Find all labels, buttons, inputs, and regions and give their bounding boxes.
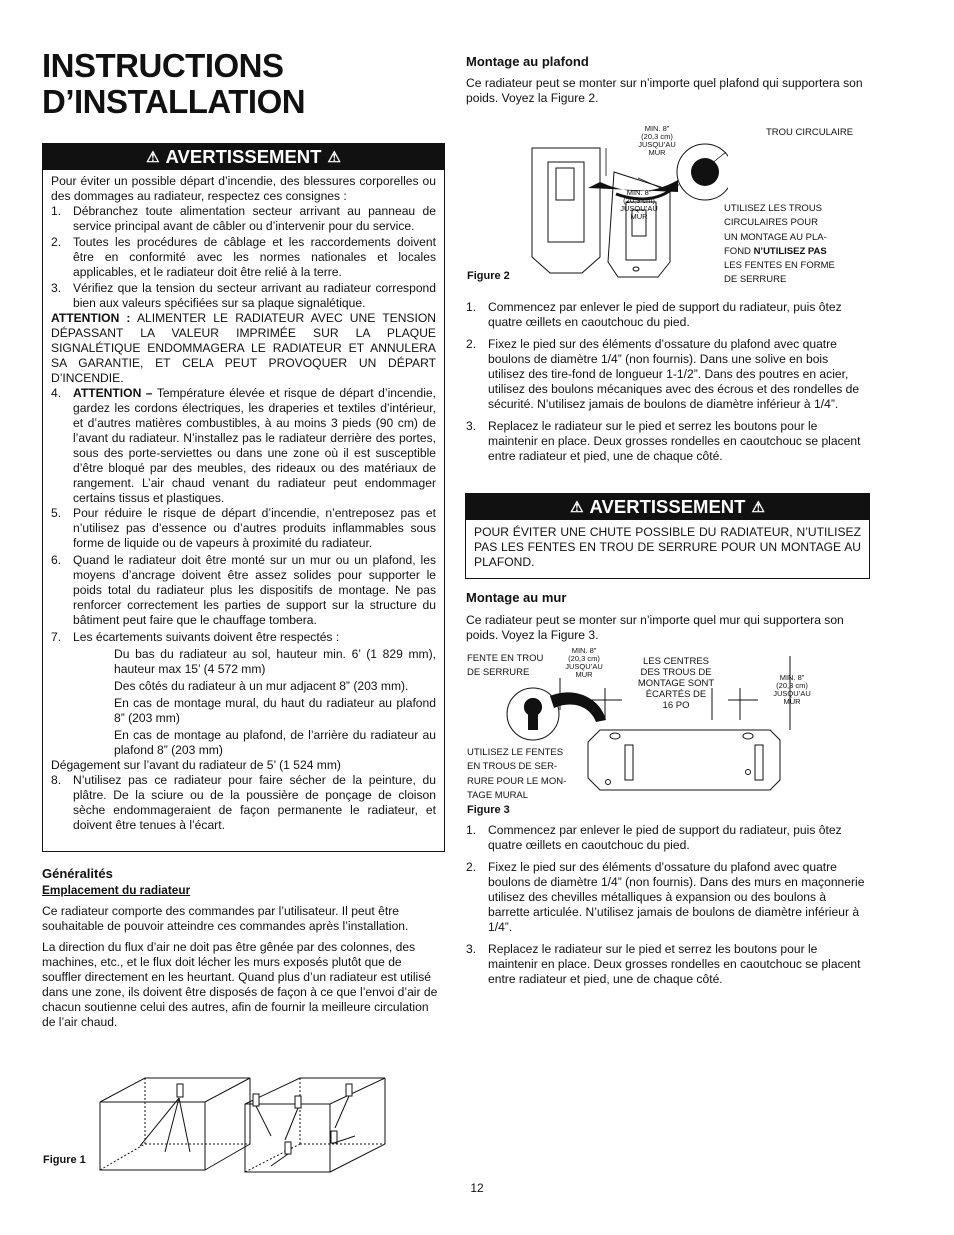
clearance-item: Des côtés du radiateur à un mur adjacent 8” (203 mm). — [114, 679, 409, 693]
list-item: 6. Quand le radiateur doit être monté sur un mur ou un plafond, les moyens d’ancrage doivent être assez solides pour supporter le poids total du radiateur plus les dispositifs de montage. Ne pas renforcer correctement les parties de support sur la structure du bâtiment peut faire que le chauffage tombera. — [51, 553, 436, 627]
fig3-use-slots-note: UTILISEZ LE FENTES EN TROUS DE SER- RURE POUR LE MON- TAGE MURAL — [467, 747, 567, 801]
list-item: 2. Fixez le pied sur des éléments d’ossature du plafond avec quatre boulons de diamètre 1/4” (non fournis). Dans une solive en bois utilisez des tire-fond de longueur 1-1/2”. Dans des poutres en acier, utilisez des boulons mécaniques avec des écrous et des rondelles de sécurité. N’utilisez jamais de boulons de diamètre inférieur à 1/4”. — [466, 337, 860, 411]
general-heading: Généralités — [42, 866, 113, 881]
fig2-round-hole-label: TROU CIRCULAIRE — [766, 127, 854, 138]
list-item: 3. Replacez le radiateur sur le pied et serrez les boutons pour le maintenir en place. Deux grosses rondelles en caoutchouc se placent entre radiateur et pied, une de chaque côté. — [466, 419, 861, 463]
ceiling-section — [466, 54, 868, 106]
general-section — [42, 866, 444, 1030]
wall-intro: Ce radiateur peut se monter sur n’importe quel mur qui supportera son poids. Voyez la Figure 3. — [466, 613, 844, 642]
room-box-1 — [100, 1078, 250, 1170]
title-line-2: D’INSTALLATION — [42, 83, 306, 120]
clearance-list — [51, 647, 436, 758]
fig2-min-side: MIN. 8” (20,3 cm) JUSQU’AU MUR — [620, 188, 658, 221]
figure-3-label: Figure 3 — [467, 804, 510, 816]
ceiling-steps — [466, 300, 868, 464]
warning-box-right — [465, 493, 870, 579]
warning-triangle-icon: ⚠ — [146, 149, 160, 166]
figure-1-diagram — [95, 1074, 390, 1179]
wall-heading: Montage au mur — [466, 590, 567, 605]
wall-section — [466, 590, 868, 643]
wall-steps-list — [466, 823, 868, 987]
warning-list-2 — [51, 506, 436, 645]
room-box-2 — [245, 1078, 385, 1172]
warning-triangle-icon: ⚠ — [570, 499, 584, 516]
page-title — [42, 48, 305, 120]
list-item: 7. Les écartements suivants doivent être respectés : — [51, 630, 340, 644]
warning-triangle-icon: ⚠ — [751, 499, 765, 516]
list-item: 8. N’utilisez pas ce radiateur pour faire sécher de la peinture, du plâtre. De la sciure ou de la poussière de ponçage de cloison sèche endommageraient de façon permanente le radiateur, et doivent être tenues à l’écart. — [51, 773, 436, 832]
ceiling-heading: Montage au plafond — [466, 54, 589, 69]
list-item: 2. Toutes les procédures de câblage et les raccordements doivent être en conformité avec les normes nationales et locales applicables, et le radiateur doit être relié à la terre. — [51, 235, 436, 279]
warning-header — [466, 494, 869, 520]
list-item: 1. Débranchez toute alimentation secteur arrivant au panneau de service principal avant de câbler ou d’intervenir pour du service. — [51, 204, 436, 233]
clearance-item: En cas de montage mural, du haut du radiateur au plafond 8” (203 mm) — [114, 696, 436, 725]
fig3-min-left: MIN. 8” (20,3 cm) JUSQU’AU MUR — [565, 646, 603, 679]
list-item: 3. Vérifiez que la tension du secteur arrivant au radiateur correspond bien aux valeurs spécifiées sur sa plaque signalétique. — [51, 281, 436, 310]
warning-list-item-4 — [51, 386, 436, 506]
fig3-keyhole-label: FENTE EN TROU DE SERRURE — [467, 653, 544, 679]
clearance-item: Du bas du radiateur au sol, hauteur min. 6’ (1 829 mm), hauteur max 15’ (4 572 mm) — [114, 647, 436, 676]
round-hole-icon — [691, 158, 719, 186]
warning-label: AVERTISSEMENT — [589, 496, 746, 517]
figure-1-label: Figure 1 — [43, 1154, 86, 1166]
wall-steps — [466, 823, 868, 987]
warning-intro: Pour éviter un possible départ d’incendie, des blessures corporelles ou des dommages au radiateur, respectez ces consignes : — [51, 174, 436, 203]
figure-2-label: Figure 2 — [467, 270, 510, 282]
warning-header — [43, 144, 444, 170]
warning-label: AVERTISSEMENT — [165, 146, 322, 167]
placement-heading: Emplacement du radiateur — [42, 883, 191, 897]
fig2-min-top: MIN. 8” (20,3 cm) JUSQU’AU MUR — [638, 124, 676, 157]
attention-paragraph: ATTENTION : ALIMENTER LE RADIATEUR AVEC UNE TENSION DÉPASSANT LA VALEUR IMPRIMÉE SUR LA PLAQUE SIGNALÉTIQUE ENDOMMAGERA LE RADIATEUR ET ANNULERA SA GARANTIE, ET CELA PEUT PROVOQUER UN DÉPART D’INCENDIE. — [51, 311, 437, 385]
list-item: 1. Commencez par enlever le pied de support du radiateur, puis ôtez quatre œillets en caoutchouc du pied. — [466, 300, 842, 329]
list-item: 3. Replacez le radiateur sur le pied et serrez les boutons pour le maintenir en place. Deux grosses rondelles en caoutchouc se placent entre radiateur et pied, une de chaque côté. — [466, 942, 861, 986]
warning-triangle-icon: ⚠ — [327, 149, 341, 166]
warning-body — [466, 520, 869, 576]
fig2-use-holes-note: UTILISEZ LES TROUS CIRCULAIRES POUR UN MONTAGE AU PLA- FOND N’UTILISEZ PAS LES FENTES EN FORME DE SERRURE — [724, 203, 835, 286]
list-item: 1. Commencez par enlever le pied de support du radiateur, puis ôtez quatre œillets en caoutchouc du pied. — [466, 823, 842, 852]
list-item: 5. Pour réduire le risque de départ d’incendie, n’entreposez pas et n’utilisez pas d’essence ou d’autres produits inflammables sous forme de liquide ou de vapeurs à proximité du radiateur. — [51, 506, 436, 550]
fig3-centres-label: LES CENTRES DES TROUS DE MONTAGE SONT ÉCARTÉS DE 16 PO — [637, 656, 715, 711]
placement-paragraph-1: Ce radiateur comporte des commandes par l’utilisateur. Il peut être souhaitable de pouvoir atteindre ces commandes après l’installation. — [42, 904, 409, 933]
warning-box-left — [42, 143, 445, 852]
warning-text: POUR ÉVITER UNE CHUTE POSSIBLE DU RADIATEUR, N’UTILISEZ PAS LES FENTES EN TROU DE SERRURE POUR UN MONTAGE AU PLAFOND. — [474, 525, 861, 569]
title-line-1: INSTRUCTIONS — [42, 47, 284, 84]
page-number: 12 — [470, 1181, 484, 1195]
ceiling-steps-list — [466, 300, 868, 464]
front-clearance: Dégagement sur l’avant du radiateur de 5’ (1 524 mm) — [51, 758, 341, 772]
fig3-min-right: MIN. 8” (20,3 cm) JUSQU’AU MUR — [773, 673, 811, 706]
list-item: 2. Fixez le pied sur des éléments d’ossature du plafond avec quatre boulons de diamètre 1/4” (non fournis). Dans des murs en maçonnerie utilisez des chevilles métalliques à expansion ou des boulons à barrette articulée. N’utilisez jamais de boulons de diamètre inférieur à 1/4”. — [466, 860, 865, 934]
warning-list-1 — [51, 204, 436, 311]
clearance-item: En cas de montage au plafond, de l’arrière du radiateur au plafond 8” (203 mm) — [114, 728, 436, 757]
ceiling-intro: Ce radiateur peut se monter sur n’importe quel plafond qui supportera son poids. Voyez la Figure 2. — [466, 76, 863, 105]
warning-body — [43, 170, 444, 839]
placement-paragraph-2: La direction du flux d’air ne doit pas être gênée par des colonnes, des machines, etc., et le flux doit lécher les murs exposés plutôt que de souffler directement en les heurtant. Quand plus d’un radiateur est utilisé dans une zone, ils doivent être disposés de façon à ce que l’envoi d’air de chacun soutienne celui des autres, afin de fournir la meilleure circulation de l’air chaud. — [42, 940, 438, 1029]
list-item: 4. ATTENTION – Température élevée et risque de départ d’incendie, gardez les cordons électriques, les draperies et textiles d’intérieur, et d’autres matières combustibles, à au moins 3 pieds (90 cm) de l’avant du radiateur. N’installez pas le radiateur derrière des portes, sous des porte-serviettes ou dans une zone où il est susceptible d’être bloqué par des meubles, des rideaux ou des matériaux de rangement. L’air chaud venant du radiateur peut endommager certains tissus et plastiques. — [51, 386, 436, 505]
warning-list-item-8 — [51, 773, 436, 833]
